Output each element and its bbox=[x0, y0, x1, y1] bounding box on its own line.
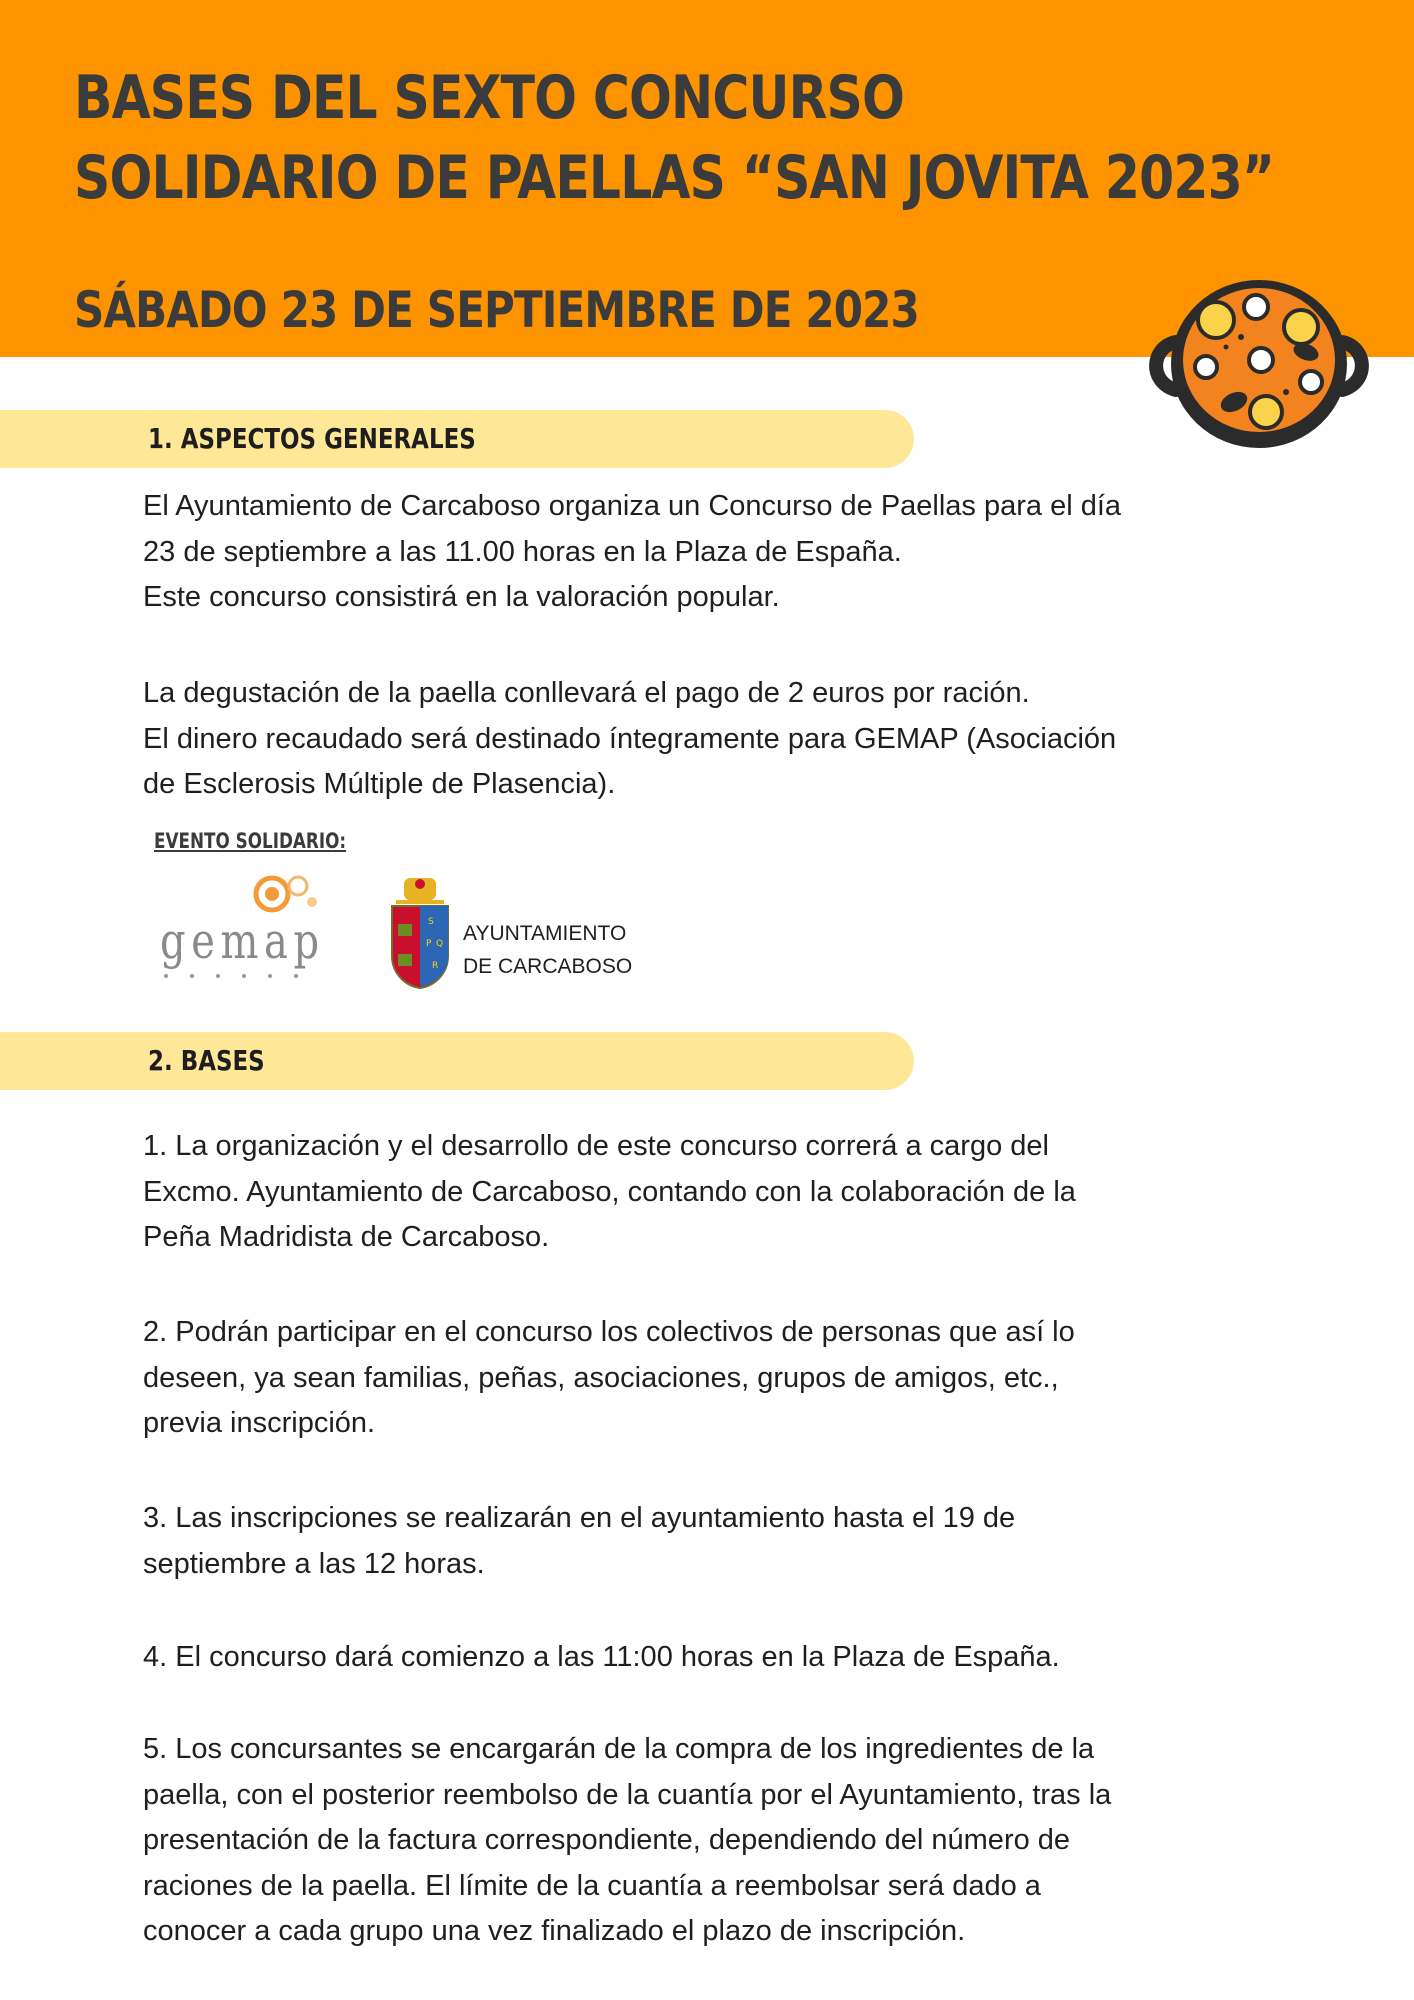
svg-text:Q: Q bbox=[436, 939, 444, 949]
section-1-paragraph-2: La degustación de la paella conllevará el pago de 2 euros por ración. El dinero recaudado será destinado íntegramente para GEMAP (Asociación de Esclerosis Múltiple de Plasencia). bbox=[143, 677, 1117, 800]
ayuntamiento-line-2: DE CARCABOSO bbox=[463, 955, 633, 978]
gemap-logo: gemap bbox=[156, 872, 340, 982]
evento-solidario-label: EVENTO SOLIDARIO: bbox=[154, 829, 347, 853]
event-date: SÁBADO 23 DE SEPTIEMBRE DE 2023 bbox=[74, 281, 919, 339]
section-2-heading: 2. BASES bbox=[148, 1044, 265, 1077]
svg-text:R: R bbox=[432, 961, 439, 971]
ayuntamiento-logo-text bbox=[463, 917, 632, 983]
title-line-2: SOLIDARIO DE PAELLAS “SAN JOVITA 2023” bbox=[74, 143, 1275, 213]
base-item-5: 5. Los concursantes se encargarán de la compra de los ingredientes de la paella, con el posterior reembolso de la cuantía por el Ayuntamiento, tras la presentación de la factura correspondiente, dependiendo del número de raciones de la paella. El límite de la cuantía a reembolsar será dado a conocer a cada grupo una vez finalizado el plazo de inscripción. bbox=[143, 1733, 1112, 1947]
base-item-1: 1. La organización y el desarrollo de este concurso correrá a cargo del Excmo. Ayuntamiento de Carcaboso, contando con la colaboración de la Peña Madridista de Carcaboso. bbox=[143, 1130, 1076, 1253]
section-2-heading-bar bbox=[0, 1032, 914, 1090]
paella-pan-icon bbox=[1146, 262, 1372, 450]
page-title bbox=[74, 58, 1274, 218]
base-item-2: 2. Podrán participar en el concurso los colectivos de personas que así lo deseen, ya sean familias, peñas, asociaciones, grupos de amigos, etc., previa inscripción. bbox=[143, 1316, 1075, 1439]
section-1-heading-bar bbox=[0, 410, 914, 468]
base-item-4: 4. El concurso dará comienzo a las 11:00 horas en la Plaza de España. bbox=[143, 1641, 1060, 1673]
section-1-heading: 1. ASPECTOS GENERALES bbox=[148, 422, 476, 455]
svg-text:S: S bbox=[428, 917, 434, 927]
section-1-paragraph-1: El Ayuntamiento de Carcaboso organiza un Concurso de Paellas para el día 23 de septiembre a las 11.00 horas en la Plaza de España. Este concurso consistirá en la valoración popular. bbox=[143, 490, 1122, 613]
svg-text:P: P bbox=[426, 939, 432, 949]
ayuntamiento-line-1: AYUNTAMIENTO bbox=[463, 922, 627, 945]
base-item-3: 3. Las inscripciones se realizarán en el ayuntamiento hasta el 19 de septiembre a las 12 horas. bbox=[143, 1502, 1016, 1580]
title-line-1: BASES DEL SEXTO CONCURSO bbox=[74, 63, 904, 133]
carcaboso-coat-of-arms-icon bbox=[388, 876, 452, 990]
